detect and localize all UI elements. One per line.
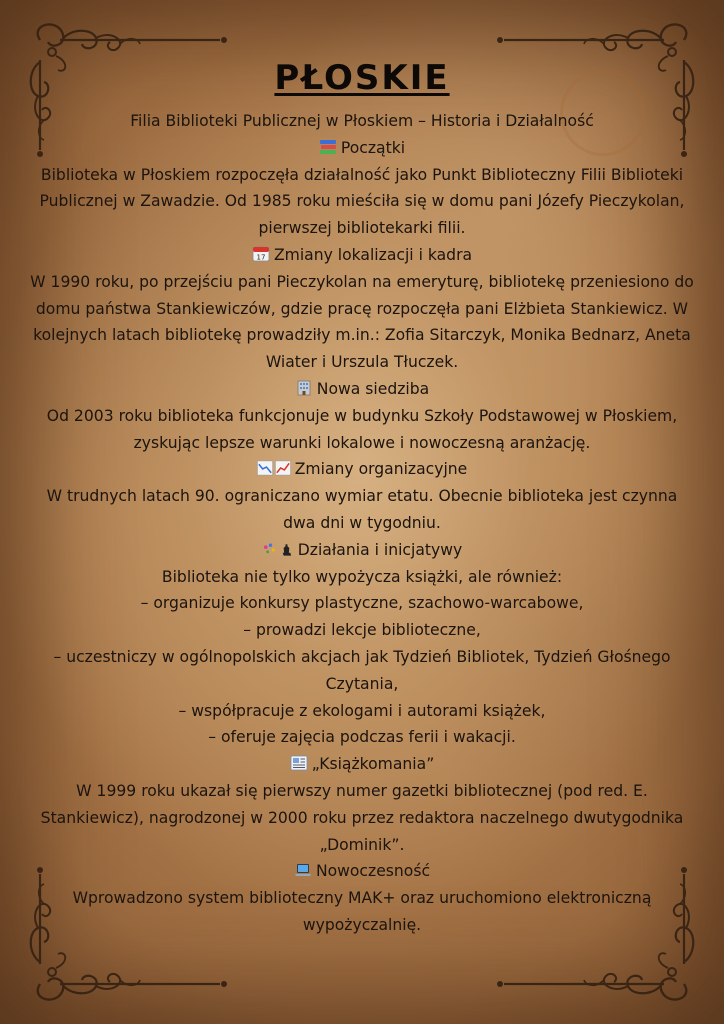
document-content xyxy=(30,58,694,939)
section-paragraph: W trudnych latach 90. ograniczano wymiar etatu. Obecnie biblioteka jest czynna dwa dni w tygodniu. xyxy=(46,487,678,532)
section-heading-text: Nowoczesność xyxy=(315,862,431,881)
section-ksiazkomania xyxy=(30,751,694,858)
section-list-item: – uczestniczy w ogólnopolskich akcjach jak Tydzień Bibliotek, Tydzień Głośnego Czytania, xyxy=(53,647,671,693)
subtitle: Filia Biblioteki Publicznej w Płoskiem – Historia i Działalność xyxy=(130,112,594,130)
chart-down-up-icon xyxy=(257,460,291,476)
section-heading-text: Nowa siedziba xyxy=(316,379,430,398)
section-paragraph: W 1999 roku ukazał się pierwszy numer gazetki bibliotecznej (pod red. E. Stankiewicz), nagrodzonej w 2000 roku przez redaktora naczelnego dwutygodnika „Dominik”. xyxy=(40,781,684,854)
section-heading xyxy=(30,135,694,162)
page-title: PŁOSKIE xyxy=(274,58,450,98)
section-heading-text: „Książkomania” xyxy=(311,755,435,774)
calendar-icon xyxy=(252,246,270,262)
section-heading xyxy=(30,456,694,483)
laptop-icon xyxy=(294,862,312,878)
section-paragraph: W 1990 roku, po przejściu pani Pieczykolan na emeryturę, bibliotekę przeniesiono do domu państwa Stankiewiczów, gdzie pracę rozpoczęła pani Elżbieta Stankiewicz. W kolejnych latach bibliotekę prowadziły m.in.: Zofia Sitarczyk, Monika Bednarz, Aneta Wiater i Urszula Tłuczek. xyxy=(30,272,694,372)
section-paragraph: Od 2003 roku biblioteka funkcjonuje w budynku Szkoły Podstawowej w Płoskiem, zyskując lepsze warunki lokalowe i nowoczesną aranżację. xyxy=(46,406,678,452)
section-list-item: – oferuje zajęcia podczas ferii i wakacji. xyxy=(208,728,516,747)
section-heading xyxy=(30,858,694,885)
section-heading-text: Początki xyxy=(340,138,406,157)
building-icon xyxy=(295,380,313,396)
section-heading xyxy=(30,537,694,564)
section-zmiany-lokalizacji xyxy=(30,242,694,376)
section-nowoczesnosc xyxy=(30,858,694,938)
section-paragraph: Biblioteka nie tylko wypożycza książki, ale również: xyxy=(161,567,563,586)
section-heading xyxy=(30,376,694,403)
section-list-item: – organizuje konkursy plastyczne, szachowo-warcabowe, xyxy=(140,594,584,613)
books-icon xyxy=(319,139,337,155)
newspaper-icon xyxy=(290,755,308,771)
section-poczatki xyxy=(30,135,694,242)
svg-text:17: 17 xyxy=(256,253,266,262)
section-zmiany-organizacyjne xyxy=(30,456,694,536)
section-paragraph: Wprowadzono system biblioteczny MAK+ oraz uruchomiono elektroniczną wypożyczalnię. xyxy=(72,889,652,934)
section-heading-text: Zmiany organizacyjne xyxy=(294,460,468,479)
section-list-item: – współpracuje z ekologami i autorami książek, xyxy=(178,701,546,720)
section-paragraph: Biblioteka w Płoskiem rozpoczęła działalność jako Punkt Biblioteczny Filii Biblioteki Publicznej w Zawadzie. Od 1985 roku mieściła się w domu pani Józefy Pieczykolan, pierwszej bibliotekarki filii. xyxy=(39,165,685,238)
section-heading-text: Działania i inicjatywy xyxy=(297,540,463,559)
section-dzialania xyxy=(30,537,694,751)
palette-chess-icon xyxy=(262,541,294,557)
section-heading-text: Zmiany lokalizacji i kadra xyxy=(273,245,473,264)
section-nowa-siedziba xyxy=(30,376,694,456)
section-heading xyxy=(30,242,694,269)
section-heading xyxy=(30,751,694,778)
section-list-item: – prowadzi lekcje biblioteczne, xyxy=(243,621,481,640)
